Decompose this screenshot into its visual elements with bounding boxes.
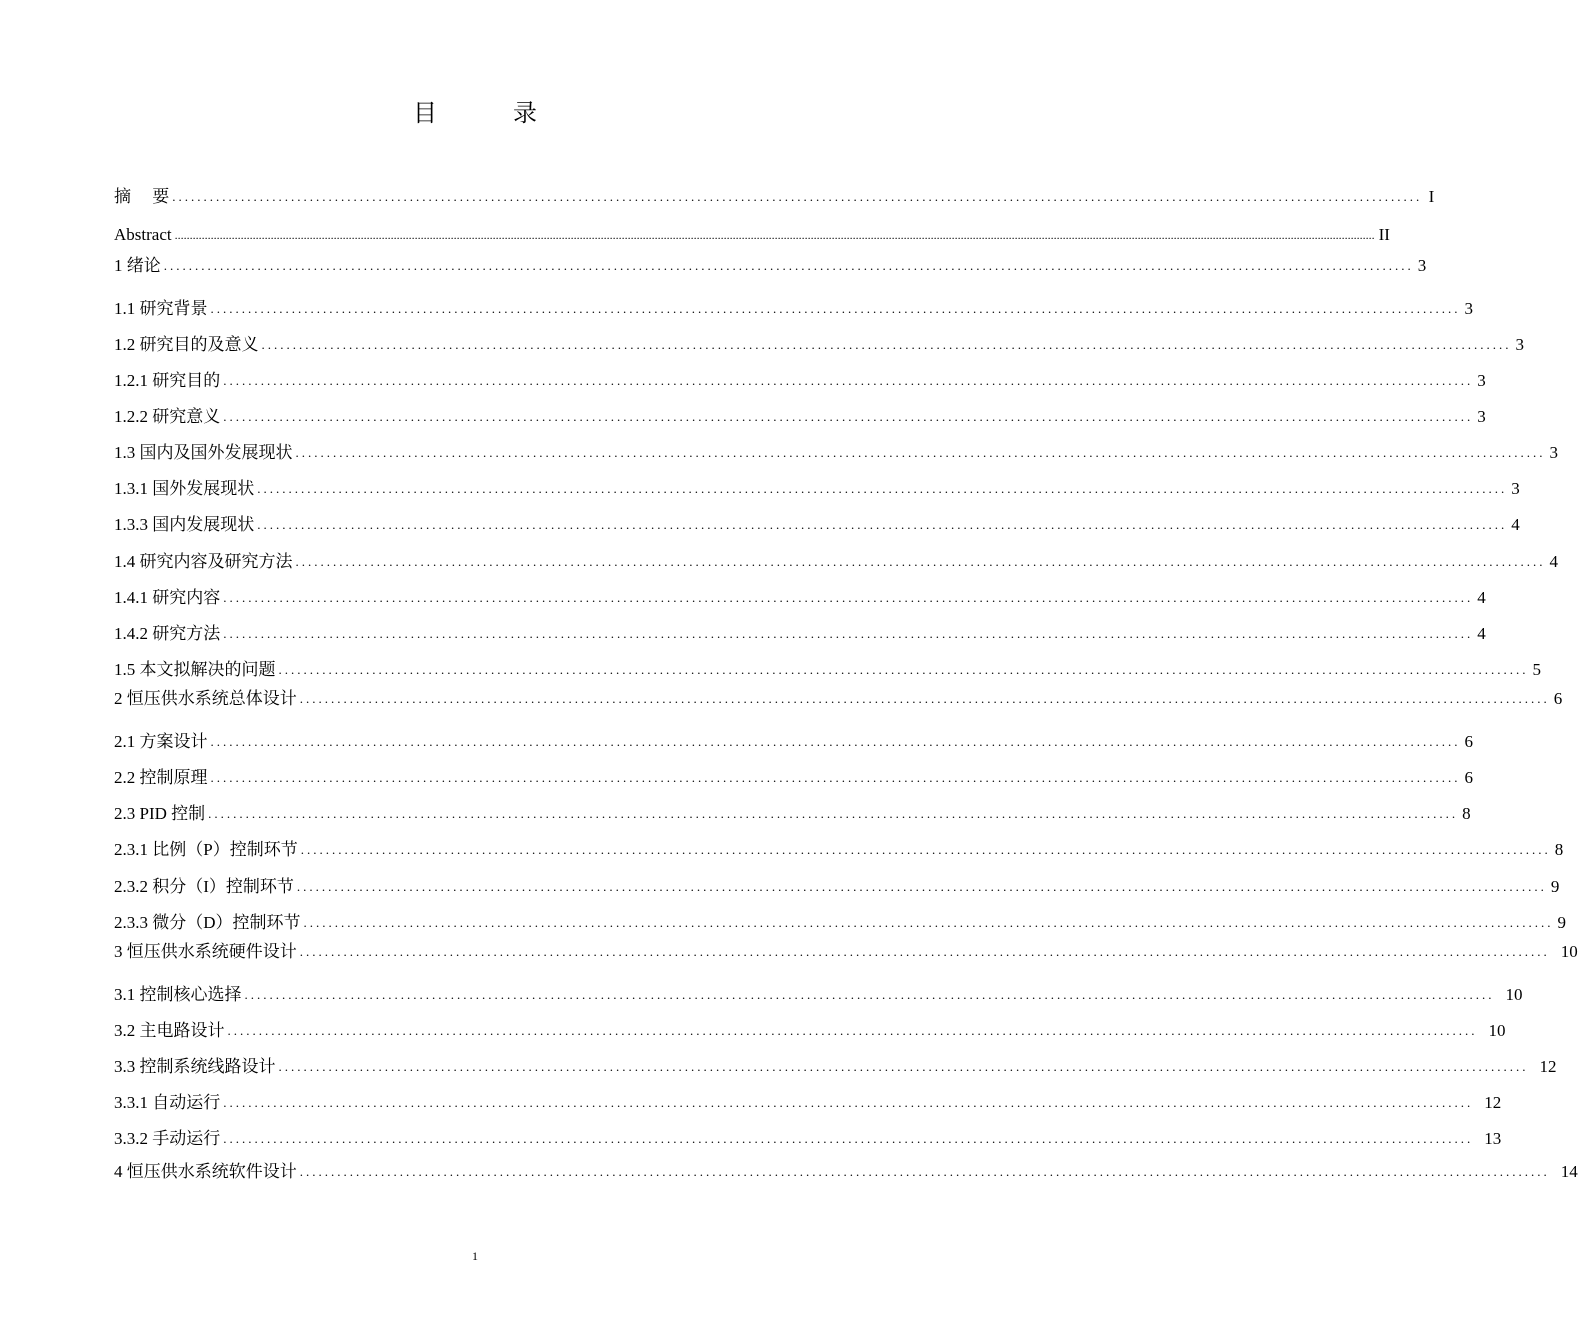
toc-entry-page: 12	[1539, 1057, 1557, 1076]
toc-entry[interactable]	[114, 874, 1560, 898]
toc-dot-leader: ........................................................................................................................................................................................................	[210, 301, 1461, 316]
toc-dot-leader: ........................................................................................................................................................................................................	[299, 691, 1550, 706]
toc-entry[interactable]	[114, 253, 1427, 277]
toc-dot-leader: ........................................................................................................................................................................................................	[244, 987, 1495, 1002]
toc-entry[interactable]	[114, 296, 1473, 320]
toc-entry-page: 13	[1484, 1129, 1502, 1148]
toc-entry-page: I	[1428, 187, 1435, 206]
toc-entry-page: 3	[1477, 407, 1486, 426]
toc-entry-label: 摘 要	[114, 187, 170, 206]
toc-dot-leader: ........................................................................................................................................................................................................	[303, 915, 1554, 930]
toc-entry-page: 10	[1505, 985, 1523, 1004]
toc-dot-leader: ........................................................................................................................................................................................................	[210, 770, 1461, 785]
toc-entry-page: 8	[1554, 840, 1564, 859]
toc-dot-leader: ........................................................................................................................................................................................................	[295, 554, 1546, 569]
toc-entry[interactable]	[114, 1018, 1506, 1042]
toc-entry-page: 9	[1550, 877, 1560, 896]
toc-dot-leader: ........................................................................................................................................................................................................	[296, 879, 1547, 894]
toc-dot-leader: ........................................................................................................................................................................................................	[261, 337, 1512, 352]
toc-entry-page: 8	[1462, 804, 1471, 823]
toc-entry-label: 1.3 国内及国外发展现状	[114, 443, 293, 462]
toc-entry-label: 2.3.1 比例（P）控制环节	[114, 840, 298, 859]
toc-entry[interactable]	[114, 982, 1523, 1006]
page-title: 目 录	[413, 101, 563, 127]
toc-entry-page: II	[1378, 225, 1390, 244]
toc-entry[interactable]	[114, 222, 1390, 246]
toc-dot-leader: ........................................................................................................................................................................................................	[299, 944, 1550, 959]
toc-entry-page: 3	[1464, 299, 1473, 318]
toc-entry-label: 1.4 研究内容及研究方法	[114, 552, 293, 571]
toc-entry-label: 3 恒压供水系统硬件设计	[114, 942, 297, 961]
toc-entry-label: 2.3 PID 控制	[114, 804, 206, 823]
toc-entry[interactable]	[114, 512, 1520, 536]
toc-dot-leader: ........................................................................................................................................................................................................	[223, 373, 1474, 388]
toc-entry-page: 3	[1511, 479, 1520, 498]
toc-entry[interactable]	[114, 184, 1435, 208]
toc-dot-leader: ........................................................................................................................................................................................................	[172, 189, 1423, 204]
toc-dot-leader: ........................................................................................................................................................................................................	[223, 409, 1474, 424]
toc-entry[interactable]	[114, 404, 1486, 428]
toc-entry-label: 2.1 方案设计	[114, 732, 208, 751]
toc-entry-label: 1.2.1 研究目的	[114, 371, 221, 390]
toc-dot-leader: ........................................................................................................................................................................................................	[299, 1164, 1550, 1179]
toc-entry[interactable]	[114, 1126, 1502, 1150]
toc-entry-page: 3	[1549, 443, 1558, 462]
toc-dot-leader: ........................................................................................................................................................................................................	[223, 1095, 1474, 1110]
toc-dot-leader: ........................................................................................................................................................................................................	[257, 481, 1508, 496]
toc-dot-leader: ........................................................................................................................................................................................................	[163, 258, 1414, 273]
toc-entry-label: 4 恒压供水系统软件设计	[114, 1162, 297, 1181]
toc-entry[interactable]	[114, 368, 1486, 392]
toc-entry-label: 2 恒压供水系统总体设计	[114, 689, 297, 708]
toc-entry-label: 2.3.2 积分（I）控制环节	[114, 877, 294, 896]
page-number: 1	[472, 1249, 478, 1263]
toc-dot-leader: ........................................................................................................................................................................................................	[278, 662, 1529, 677]
toc-entry-page: 10	[1560, 942, 1578, 961]
toc-entry-label: 1.2 研究目的及意义	[114, 335, 259, 354]
toc-entry-page: 4	[1549, 552, 1558, 571]
toc-entry[interactable]	[114, 1054, 1557, 1078]
toc-entry-page: 3	[1417, 256, 1427, 275]
toc-entry-page: 3	[1477, 371, 1486, 390]
toc-dot-leader: ........................................................................................................................................................................................................	[223, 590, 1474, 605]
toc-entry-page: 12	[1484, 1093, 1502, 1112]
toc-entry-page: 4	[1477, 588, 1486, 607]
toc-entry-label: 1.4.1 研究内容	[114, 588, 221, 607]
toc-entry-label: 3.1 控制核心选择	[114, 985, 242, 1004]
toc-entry[interactable]	[114, 837, 1564, 861]
toc-entry-label: 1.3.1 国外发展现状	[114, 479, 255, 498]
toc-entry[interactable]	[114, 657, 1541, 681]
toc-entry[interactable]	[114, 801, 1471, 825]
toc-entry[interactable]	[114, 939, 1578, 963]
toc-entry-label: 1.2.2 研究意义	[114, 407, 221, 426]
toc-entry[interactable]	[114, 440, 1558, 464]
toc-dot-leader: ........................................................................................................................................................................................................	[223, 1131, 1474, 1146]
toc-entry[interactable]	[114, 1159, 1578, 1183]
toc-dot-leader: ........................................................................................................................................................................................................	[210, 734, 1461, 749]
toc-entry-page: 5	[1532, 660, 1541, 679]
toc-entry[interactable]	[114, 1090, 1502, 1114]
toc-entry-page: 6	[1464, 732, 1473, 751]
toc-entry-label: 1.4.2 研究方法	[114, 624, 221, 643]
toc-entry[interactable]	[114, 621, 1486, 645]
toc-entry-page: 6	[1553, 689, 1563, 708]
toc-dot-leader: ........................................................................................................................................................................................................	[208, 806, 1459, 821]
toc-entry[interactable]	[114, 549, 1558, 573]
toc-entry[interactable]	[114, 332, 1524, 356]
toc-entry-label: 3.3 控制系统线路设计	[114, 1057, 276, 1076]
toc-entry-label: 1.1 研究背景	[114, 299, 208, 318]
toc-entry[interactable]	[114, 910, 1567, 934]
toc-dot-leader: ........................................................................................................................................................................................................	[295, 445, 1546, 460]
toc-entry-page: 14	[1560, 1162, 1578, 1181]
toc-dot-leader: ........................................................................................................................................................................................................	[227, 1023, 1478, 1038]
toc-entry-label: 1.5 本文拟解决的问题	[114, 660, 276, 679]
toc-dot-leader: ........................................................................................................................................................................................................	[300, 842, 1551, 857]
toc-entry-page: 6	[1464, 768, 1473, 787]
toc-entry-page: 4	[1511, 515, 1520, 534]
toc-dot-leader: ........................................................................................................................................................................................................	[278, 1059, 1529, 1074]
toc-dot-leader: ........................................................................................................................................................................................................	[257, 517, 1508, 532]
toc-dot-leader: ................................................................................................................................................................................................................................................................................................................................................................................................................	[174, 228, 1375, 242]
toc-entry-page: 9	[1557, 913, 1567, 932]
toc-entry[interactable]	[114, 476, 1520, 500]
toc-entry-page: 10	[1488, 1021, 1506, 1040]
toc-dot-leader: ........................................................................................................................................................................................................	[223, 626, 1474, 641]
toc-entry-label: 2.2 控制原理	[114, 768, 208, 787]
toc-entry[interactable]	[114, 729, 1473, 753]
toc-entry[interactable]	[114, 686, 1563, 710]
toc-entry-label: Abstract	[114, 225, 172, 244]
toc-entry-page: 4	[1477, 624, 1486, 643]
toc-entry-label: 1 绪论	[114, 256, 161, 275]
toc-entry[interactable]	[114, 585, 1486, 609]
toc-entry-page: 3	[1515, 335, 1524, 354]
toc-entry-label: 3.3.1 自动运行	[114, 1093, 221, 1112]
toc-entry-label: 1.3.3 国内发展现状	[114, 515, 255, 534]
toc-entry[interactable]	[114, 765, 1473, 789]
toc-entry-label: 2.3.3 微分（D）控制环节	[114, 913, 301, 932]
toc-entry-label: 3.2 主电路设计	[114, 1021, 225, 1040]
toc-entry-label: 3.3.2 手动运行	[114, 1129, 221, 1148]
